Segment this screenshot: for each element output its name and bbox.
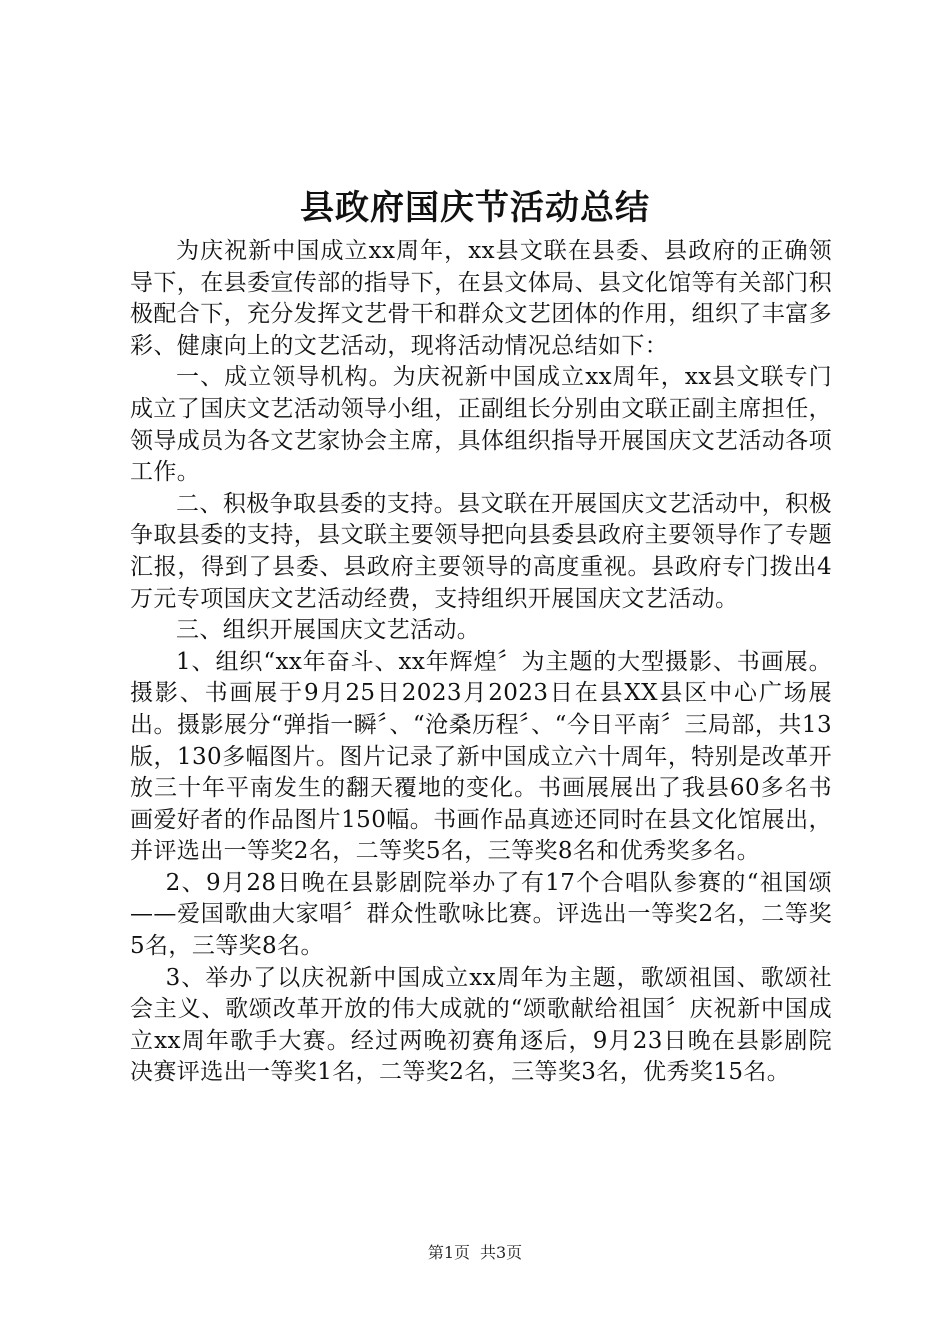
paragraph-item-3: 3、举办了以庆祝新中国成立xx周年为主题，歌颂祖国、歌颂社会主义、歌颂改革开放的伟大成就的“颂歌献给祖国〞庆祝新中国成立xx周年歌手大赛。经过两晚初赛角逐后，9月23日晚在县影剧院决赛评选出一等奖1名，二等奖2名，三等奖3名，优秀奖15名。 [130,964,832,1086]
paragraph-section-2: 二、积极争取县委的支持。县文联在开展国庆文艺活动中，积极争取县委的支持，县文联主要领导把向县委县政府主要领导作了专题汇报，得到了县委、县政府主要领导的高度重视。县政府专门拨出4万元专项国庆文艺活动经费，支持组织开展国庆文艺活动。 [130,490,832,612]
page-number-current: 第1页 [427,1243,470,1262]
document-body [130,236,832,1089]
document-title: 县政府国庆节活动总结 [300,188,650,228]
paragraph-section-1: 一、成立领导机构。为庆祝新中国成立xx周年，xx县文联专门成立了国庆文艺活动领导小组，正副组长分别由文联正副主席担任，领导成员为各文艺家协会主席，具体组织指导开展国庆文艺活动各项工作。 [130,364,832,486]
page-number-total: 共3页 [480,1243,523,1262]
paragraph-intro: 为庆祝新中国成立xx周年，xx县文联在县委、县政府的正确领导下，在县委宣传部的指导下，在县文体局、县文化馆等有关部门积极配合下，充分发挥文艺骨干和群众文艺团体的作用，组织了丰富多彩、健康向上的文艺活动，现将活动情况总结如下： [130,238,832,359]
paragraph-item-1: 1、组织“xx年奋斗、xx年辉煌〞为主题的大型摄影、书画展。摄影、书画展于9月25日2023月2023日在县XX县区中心广场展出。摄影展分“弹指一瞬〞、“沧桑历程〞、“今日平南〞三局部，共13版，130多幅图片。图片记录了新中国成立六十周年，特别是改革开放三十年平南发生的翻天覆地的变化。书画展展出了我县60多名书画爱好者的作品图片150幅。书画作品真迹还同时在县文化馆展出，并评选出一等奖2名，二等奖5名，三等奖8名和优秀奖多名。 [130,648,832,865]
paragraph-item-2: 2、9月28日晚在县影剧院举办了有17个合唱队参赛的“祖国颂——爱国歌曲大家唱〞群众性歌咏比赛。评选出一等奖2名，二等奖5名，三等奖8名。 [130,869,832,960]
paragraph-section-3-heading: 三、组织开展国庆文艺活动。 [176,617,481,644]
page-footer [0,1242,950,1264]
